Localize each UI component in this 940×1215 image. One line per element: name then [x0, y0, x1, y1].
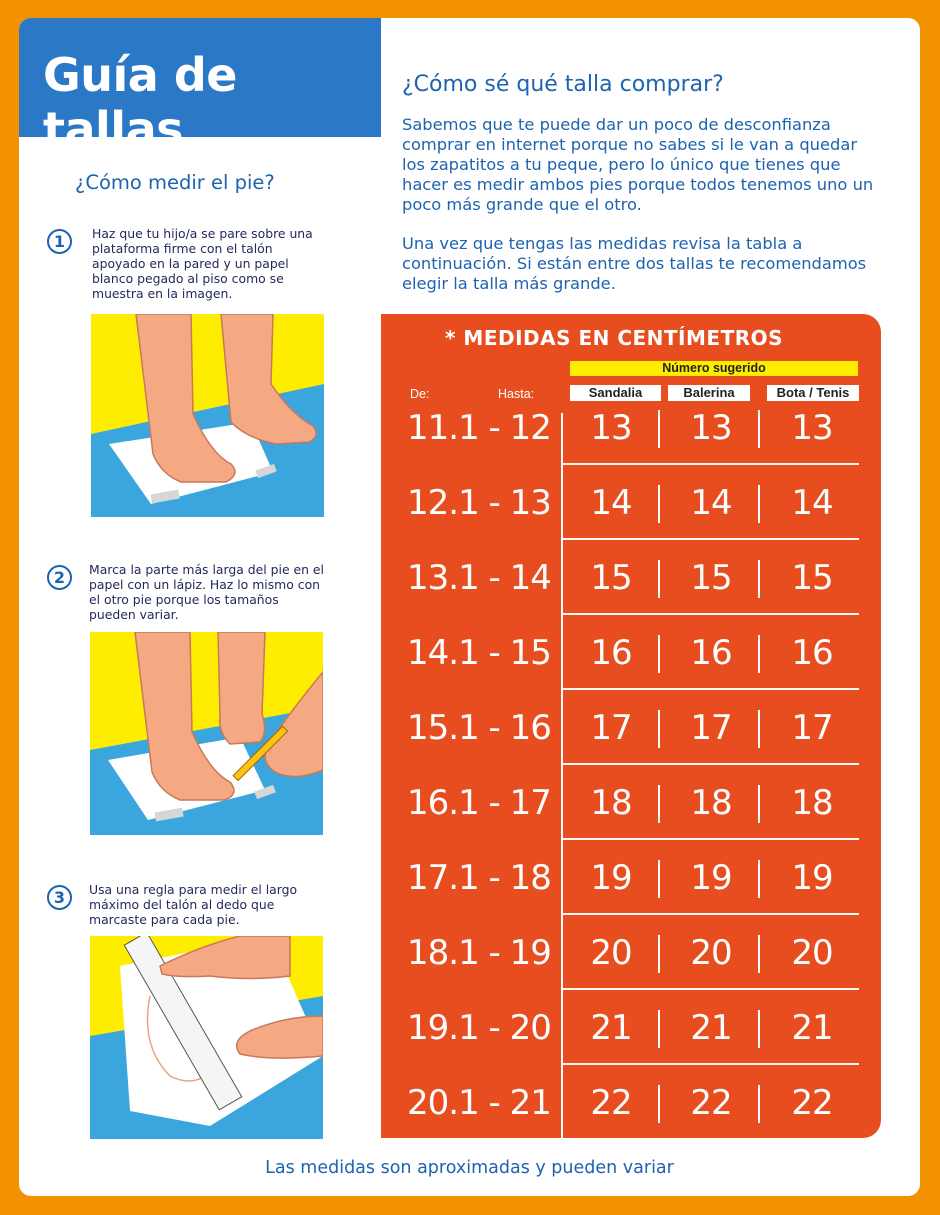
- column-header-balerina: Balerina: [668, 385, 750, 401]
- balerina-cell: 19: [690, 858, 732, 898]
- column-separator: [658, 710, 660, 748]
- to-label: Hasta:: [498, 387, 535, 401]
- sandalia-cell: 14: [590, 483, 632, 523]
- row-divider: [561, 988, 859, 990]
- balerina-cell: 21: [690, 1008, 732, 1048]
- balerina-cell: 17: [690, 708, 732, 748]
- table-title: * MEDIDAS EN CENTÍMETROS: [445, 326, 784, 350]
- bota-cell: 15: [791, 558, 833, 598]
- balerina-cell: 14: [690, 483, 732, 523]
- column-separator: [658, 785, 660, 823]
- range-cell: 11.1 - 12: [407, 408, 551, 448]
- range-cell: 18.1 - 19: [407, 933, 551, 973]
- range-cell: 19.1 - 20: [407, 1008, 551, 1048]
- suggested-size-label: Número sugerido: [570, 361, 858, 376]
- sandalia-cell: 13: [590, 408, 632, 448]
- row-divider: [561, 538, 859, 540]
- footer-note: Las medidas son aproximadas y pueden variar: [265, 1158, 674, 1178]
- step-3-number: 3: [47, 885, 72, 910]
- bota-cell: 18: [791, 783, 833, 823]
- column-separator: [758, 1085, 760, 1123]
- row-divider: [561, 688, 859, 690]
- balerina-cell: 22: [690, 1083, 732, 1123]
- column-separator: [758, 485, 760, 523]
- sandalia-cell: 22: [590, 1083, 632, 1123]
- sandalia-cell: 18: [590, 783, 632, 823]
- table-row: [381, 841, 859, 915]
- step-3-text: Usa una regla para medir el largo máximo del talón al dedo que marcaste para cada pie.: [89, 882, 298, 927]
- range-cell: 12.1 - 13: [407, 483, 551, 523]
- column-separator: [658, 1085, 660, 1123]
- row-divider: [561, 913, 859, 915]
- column-separator: [658, 485, 660, 523]
- column-separator: [758, 785, 760, 823]
- balerina-cell: 16: [690, 633, 732, 673]
- table-row: [381, 466, 859, 540]
- balerina-cell: 18: [690, 783, 732, 823]
- column-separator: [658, 1010, 660, 1048]
- from-label: De:: [410, 387, 430, 401]
- measuring-with-ruler-illustration: [90, 936, 323, 1139]
- bota-cell: 16: [791, 633, 833, 673]
- column-separator: [758, 710, 760, 748]
- column-separator: [658, 635, 660, 673]
- intro-paragraph-1: Sabemos que te puede dar un poco de desconfianza comprar en internet porque no sabes si le van a quedar los zapatitos a tu peque, pero lo único que tienes que hacer es medir ambos pies porque todos tenemos uno un poco más grande que el otro.: [402, 115, 874, 214]
- table-row: [381, 991, 859, 1065]
- step-1-text: Haz que tu hijo/a se pare sobre una plataforma firme con el talón apoyado en la pared y un papel blanco pegado al piso como se muestra en la imagen.: [92, 226, 313, 301]
- size-table: [381, 314, 881, 1138]
- range-cell: 20.1 - 21: [407, 1083, 551, 1123]
- range-cell: 14.1 - 15: [407, 633, 551, 673]
- table-row: [381, 616, 859, 690]
- column-header-sandalia: Sandalia: [570, 385, 661, 401]
- sandalia-cell: 21: [590, 1008, 632, 1048]
- column-separator: [758, 635, 760, 673]
- balerina-cell: 20: [690, 933, 732, 973]
- row-divider: [561, 613, 859, 615]
- size-guide-card: [19, 18, 920, 1196]
- how-to-measure-heading: ¿Cómo medir el pie?: [75, 171, 275, 194]
- range-cell: 13.1 - 14: [407, 558, 551, 598]
- column-separator: [758, 860, 760, 898]
- bota-cell: 21: [791, 1008, 833, 1048]
- step-2-number: 2: [47, 565, 72, 590]
- row-divider: [561, 463, 859, 465]
- table-row: [381, 391, 859, 465]
- table-row: [381, 541, 859, 615]
- column-separator: [758, 410, 760, 448]
- table-row: [381, 1066, 859, 1140]
- column-separator: [658, 560, 660, 598]
- sandalia-cell: 20: [590, 933, 632, 973]
- sandalia-cell: 16: [590, 633, 632, 673]
- row-divider: [561, 1063, 859, 1065]
- balerina-cell: 15: [690, 558, 732, 598]
- title-banner: [19, 18, 381, 156]
- step-2-text: Marca la parte más larga del pie en el papel con un lápiz. Haz lo mismo con el otro pie porque los tamaños pueden variar.: [89, 562, 324, 622]
- column-separator: [758, 560, 760, 598]
- table-row: [381, 766, 859, 840]
- sandalia-cell: 15: [590, 558, 632, 598]
- row-divider: [561, 763, 859, 765]
- table-row: [381, 691, 859, 765]
- column-separator: [658, 935, 660, 973]
- range-cell: 17.1 - 18: [407, 858, 551, 898]
- bota-cell: 20: [791, 933, 833, 973]
- balerina-cell: 13: [690, 408, 732, 448]
- intro-paragraph-2: Una vez que tengas las medidas revisa la tabla a continuación. Si están entre dos tallas te recomendamos elegir la talla más grande.: [402, 234, 867, 293]
- table-row: [381, 916, 859, 990]
- sandalia-cell: 19: [590, 858, 632, 898]
- how-to-choose-heading: ¿Cómo sé qué talla comprar?: [402, 72, 724, 97]
- range-cell: 16.1 - 17: [407, 783, 551, 823]
- range-cell: 15.1 - 16: [407, 708, 551, 748]
- row-divider: [561, 838, 859, 840]
- column-header-bota-tenis: Bota / Tenis: [767, 385, 859, 401]
- column-separator: [658, 410, 660, 448]
- column-separator: [658, 860, 660, 898]
- column-separator: [758, 935, 760, 973]
- bota-cell: 19: [791, 858, 833, 898]
- bota-cell: 22: [791, 1083, 833, 1123]
- step-1-number: 1: [47, 229, 72, 254]
- bota-cell: 14: [791, 483, 833, 523]
- sandalia-cell: 17: [590, 708, 632, 748]
- bota-cell: 13: [791, 408, 833, 448]
- marking-foot-with-pencil-illustration: [90, 632, 323, 835]
- page-title: Guía de tallas: [43, 48, 237, 156]
- foot-on-paper-illustration: [91, 314, 324, 517]
- column-separator: [758, 1010, 760, 1048]
- bota-cell: 17: [791, 708, 833, 748]
